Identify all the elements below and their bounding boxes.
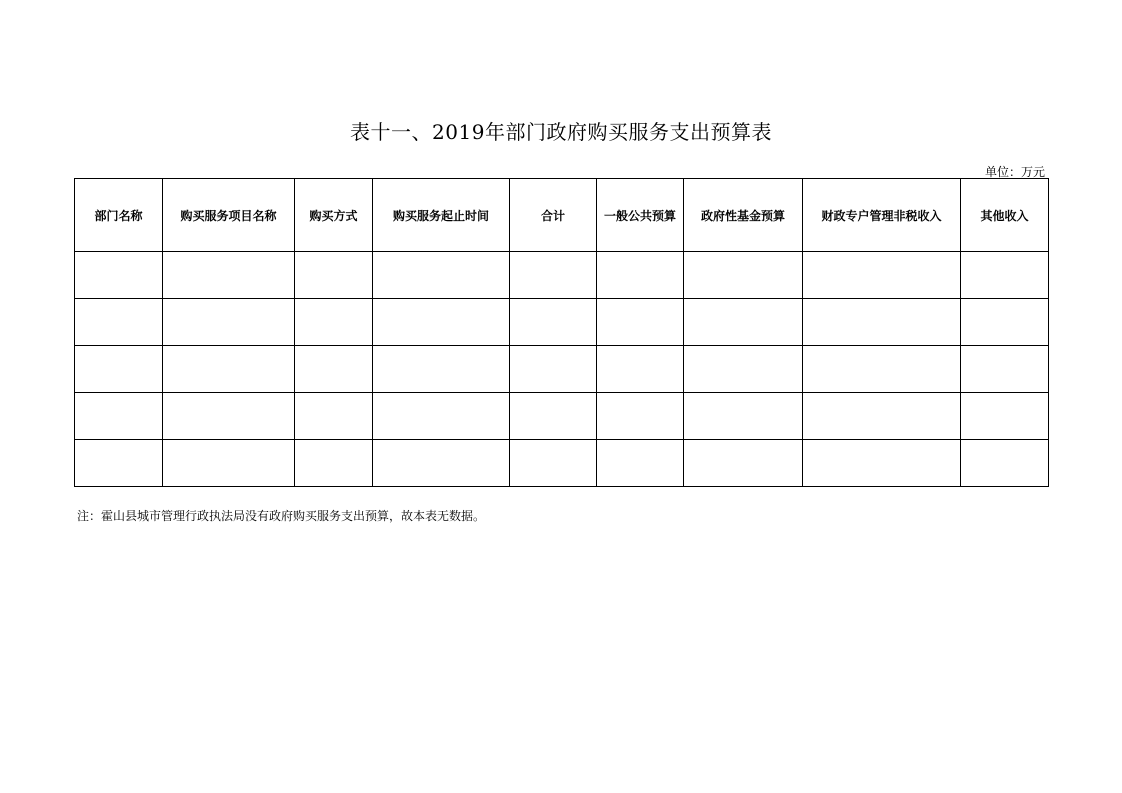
table-cell (597, 346, 684, 393)
table-row (75, 346, 1049, 393)
table-cell (684, 252, 803, 299)
column-header-general-budget: 一般公共预算 (597, 179, 684, 252)
table-cell (961, 393, 1049, 440)
table-cell (163, 299, 295, 346)
table-cell (803, 440, 961, 487)
table-row (75, 252, 1049, 299)
table-cell (803, 346, 961, 393)
table-cell (684, 346, 803, 393)
table-cell (75, 393, 163, 440)
table-cell (961, 252, 1049, 299)
column-header-service-period: 购买服务起止时间 (373, 179, 510, 252)
footnote: 注：霍山县城市管理行政执法局没有政府购买服务支出预算，故本表无数据。 (77, 509, 486, 523)
table-cell (373, 252, 510, 299)
table-cell (684, 299, 803, 346)
table-cell (803, 393, 961, 440)
table-cell (961, 346, 1049, 393)
table-cell (510, 393, 597, 440)
column-header-department: 部门名称 (75, 179, 163, 252)
table-cell (373, 299, 510, 346)
table-cell (163, 440, 295, 487)
table-cell (373, 393, 510, 440)
table-cell (961, 440, 1049, 487)
table-cell (510, 299, 597, 346)
table-header-row (75, 179, 1049, 252)
table-cell (597, 252, 684, 299)
table-cell (597, 393, 684, 440)
column-header-non-tax-revenue: 财政专户管理非税收入 (803, 179, 961, 252)
table-row (75, 440, 1049, 487)
table-cell (597, 299, 684, 346)
table-cell (75, 299, 163, 346)
table-cell (803, 299, 961, 346)
table-cell (803, 252, 961, 299)
table-cell (75, 252, 163, 299)
column-header-other-income: 其他收入 (961, 179, 1049, 252)
table-cell (510, 440, 597, 487)
table-cell (75, 346, 163, 393)
table-cell (684, 440, 803, 487)
table-cell (295, 299, 373, 346)
table-row (75, 299, 1049, 346)
table-cell (373, 346, 510, 393)
page-title: 表十一、2019年部门政府购买服务支出预算表 (350, 120, 772, 144)
column-header-service-item: 购买服务项目名称 (163, 179, 295, 252)
table-cell (510, 346, 597, 393)
column-header-total: 合计 (510, 179, 597, 252)
table-cell (163, 346, 295, 393)
table-cell (597, 440, 684, 487)
column-header-purchase-method: 购买方式 (295, 179, 373, 252)
table-cell (163, 393, 295, 440)
table-cell (961, 299, 1049, 346)
table-cell (295, 346, 373, 393)
budget-table (74, 178, 1049, 487)
table-cell (295, 393, 373, 440)
table-cell (295, 440, 373, 487)
table-cell (684, 393, 803, 440)
unit-label: 单位：万元 (984, 165, 1045, 179)
table-row (75, 393, 1049, 440)
table-cell (295, 252, 373, 299)
table-cell (510, 252, 597, 299)
table-cell (75, 440, 163, 487)
table-cell (163, 252, 295, 299)
column-header-fund-budget: 政府性基金预算 (684, 179, 803, 252)
table-cell (373, 440, 510, 487)
